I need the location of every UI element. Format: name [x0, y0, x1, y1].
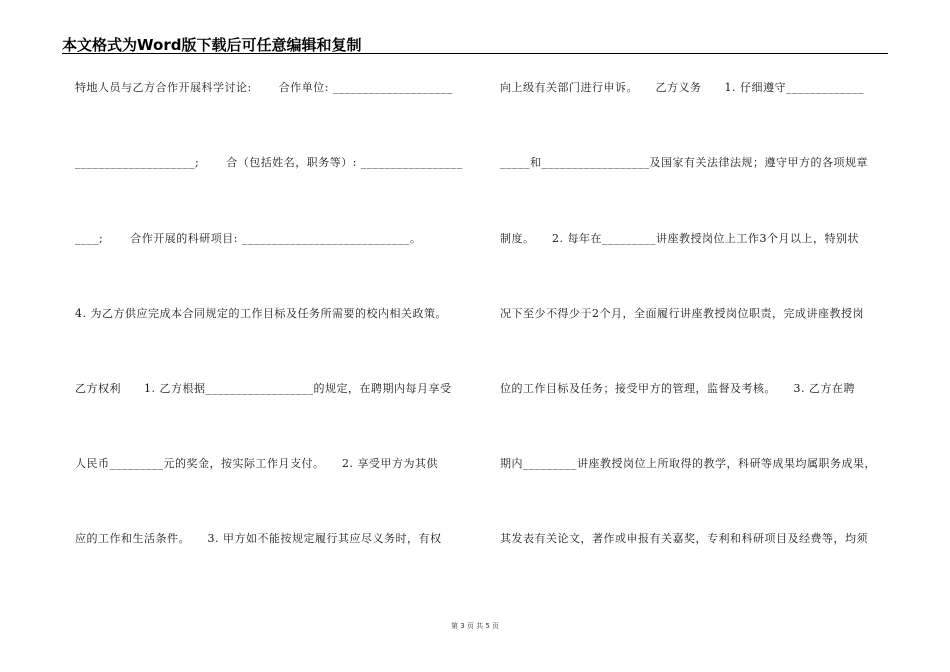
- page-number: 第 3 页 共 5 页: [450, 622, 500, 630]
- body-text-line: 制度。 2. 每年在_________讲座教授岗位上工作3个月以上，特别状: [500, 232, 859, 245]
- body-text-line: 期内_________讲座教授岗位上所取得的教学，科研等成果均属职务成果，: [500, 457, 876, 470]
- document-header-title: 本文格式为Word版下载后可任意编辑和复制: [62, 36, 362, 54]
- left-text-column: [75, 0, 470, 672]
- body-text-line: 应的工作和生活条件。 3. 甲方如不能按规定履行其应尽义务时，有权: [75, 532, 442, 545]
- body-text-line: 4. 为乙方供应完成本合同规定的工作目标及任务所需要的校内相关政策。: [75, 307, 447, 320]
- body-text-line: 向上级有关部门进行申诉。 乙方义务 1. 仔细遵守_____________: [500, 81, 864, 94]
- body-text-line: 人民币_________元的奖金，按实际工作月支付。 2. 享受甲方为其供: [75, 457, 438, 470]
- body-text-line: 特地人员与乙方合作开展科学讨论: 合作单位: ____________________: [75, 81, 453, 94]
- body-text-line: ____; 合作开展的科研项目: ____________________________。: [75, 232, 422, 245]
- body-text-line: 况下至少不得少于2个月，全面履行讲座教授岗位职责，完成讲座教授岗: [500, 307, 864, 320]
- body-text-line: 乙方权利 1. 乙方根据__________________的规定，在聘期内每月享受: [75, 382, 452, 395]
- right-text-column: [500, 0, 885, 672]
- body-text-line: 其发表有关论文，著作或申报有关嘉奖，专利和科研项目及经费等，均须: [500, 532, 868, 545]
- body-text-line: 位的工作目标及任务；接受甲方的管理，监督及考核。 3. 乙方在聘: [500, 382, 855, 395]
- body-text-line: ____________________; 合（包括姓名，职务等）: _________________: [75, 156, 463, 169]
- body-text-line: _____和__________________及国家有关法律法规；遵守甲方的各项规章: [500, 156, 868, 169]
